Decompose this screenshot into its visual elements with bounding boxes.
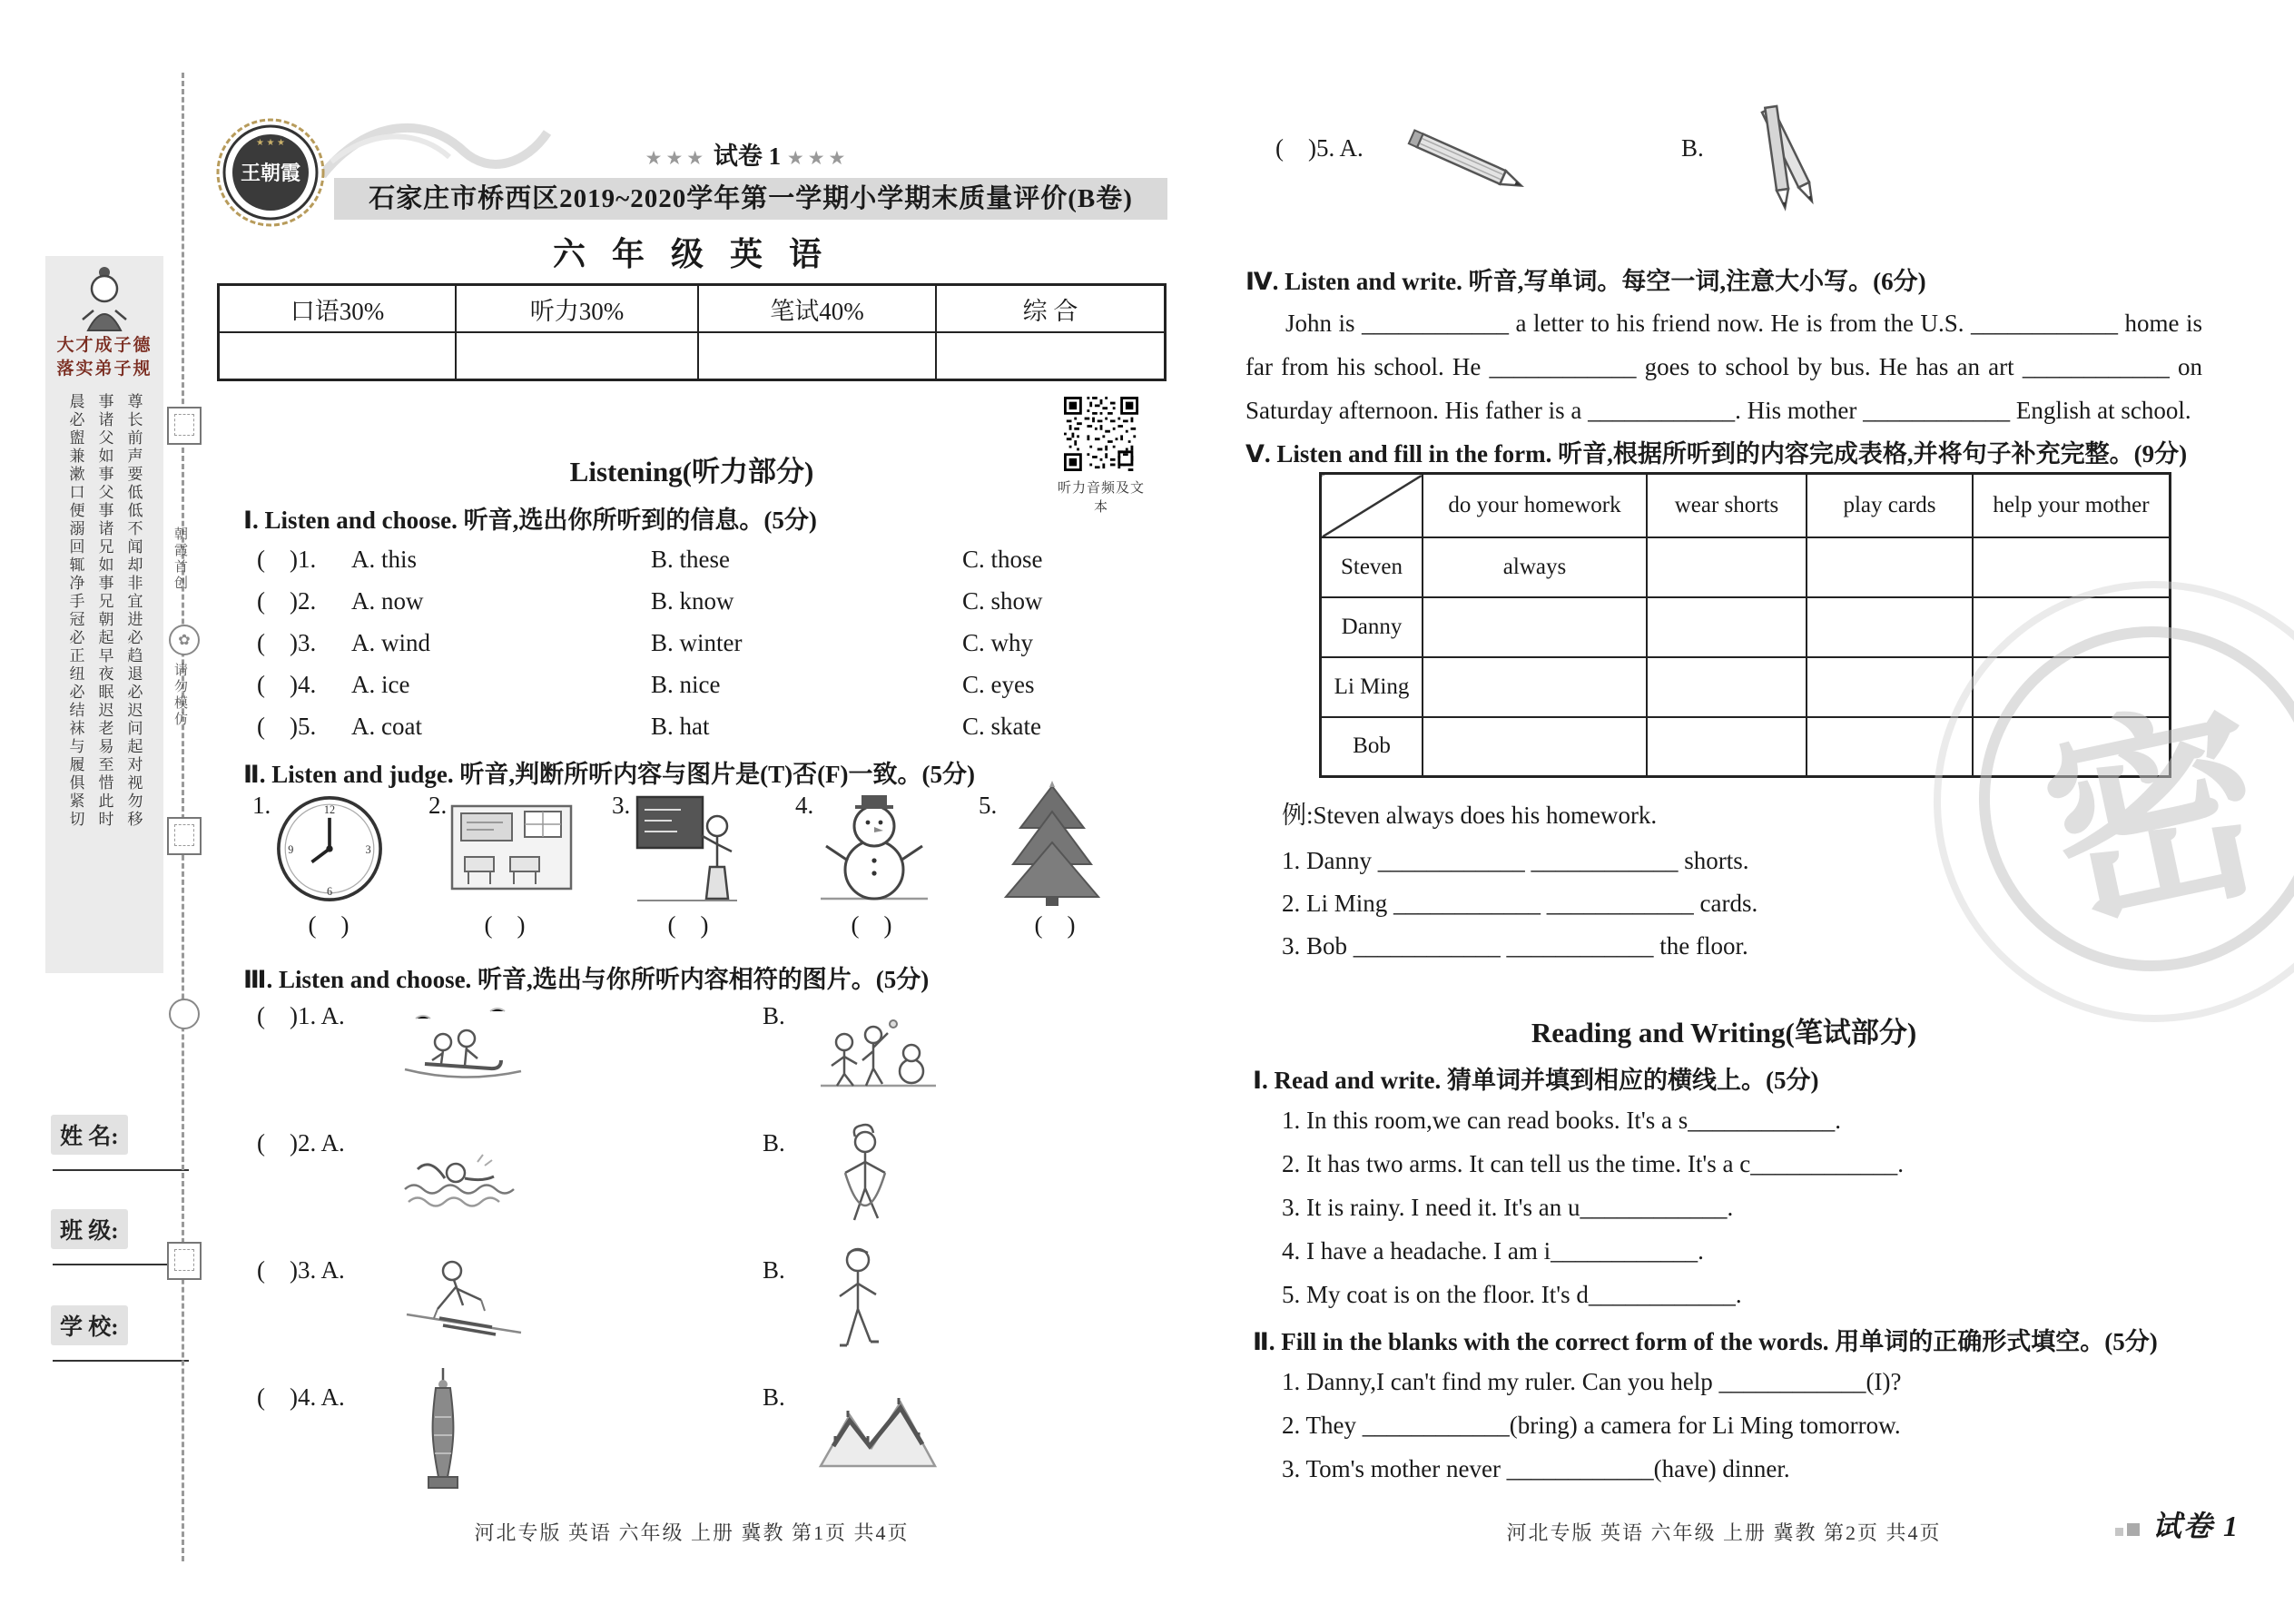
teacher-at-blackboard-image [634,792,741,906]
stars-left: ★★★ [645,147,708,169]
answer-blank: ( ) [308,911,350,939]
tv-tower-image [413,1366,473,1501]
score-header-oral: 口语30% [219,285,457,333]
score-header-total: 综 合 [936,285,1166,333]
option-c: C. eyes [962,671,1035,698]
spine-stamp-icon [167,1242,202,1280]
form-cell [1423,597,1647,657]
section5-title: Ⅴ. Listen and fill in the form. 听音,根据所听到的内容完成表格,并将句子补充完整。(9分) [1245,440,2188,468]
picture-number: 2. [428,792,448,819]
answer-blank: ( ) [667,911,709,939]
name-field-line [53,1169,189,1171]
rw-item: 4. I have a headache. I am i____________. [1282,1237,1704,1265]
score-table [217,283,1167,381]
section4-title: Ⅳ. Listen and write. 听音,写单词。每空一词,注意大小写。(6分) [1245,268,1926,295]
sidebar-verses [64,393,145,901]
rw-section1-title: Ⅰ. Read and write. 猜单词并填到相应的横线上。(5分) [1253,1067,1819,1094]
form-cell [1807,597,1973,657]
corner-square-icon [2127,1523,2140,1536]
form-header: do your homework [1423,474,1647,537]
confidential-stamp: 密 [1947,595,2294,1004]
form-cell [1423,717,1647,777]
clock-image [274,793,385,904]
rw-section2-title: Ⅱ. Fill in the blanks with the correct form of the words. 用单词的正确形式填空。(5分) [1253,1328,2158,1355]
svg-text:12: 12 [323,802,336,816]
score-table-empty-row [219,332,1166,380]
question-number: ( )4. A. [257,1383,345,1411]
section1-title: Ⅰ. Listen and choose. 听音,选出你所听到的信息。(5分) [243,507,817,534]
flower-icon: ✿ [169,625,200,655]
option-a: A. wind [351,629,430,656]
form-header: help your mother [1973,474,2171,537]
class-field-label: 班 级: [51,1209,128,1249]
option-a: A. ice [351,671,410,698]
page-corner-label [2115,1503,2240,1545]
svg-text:9: 9 [288,842,294,856]
paper-number: 试卷 1 [713,143,782,170]
spine-stamp-icon [167,407,202,445]
listen-write-passage: John is ____________ a letter to his friend now. He is from the U.S. ____________ home is far from his school. He ____________ goes to school by bus. He has an art ____________ on Saturday afternoon. His father is a ____________. His mother ____________ English at school. [1245,310,2202,424]
classroom-image [450,804,573,891]
rw-item: 2. They ____________(bring) a camera for Li Ming tomorrow. [1282,1412,1901,1439]
form-cell [1647,717,1807,777]
spine-label-original: 朝霞首创 [172,527,187,592]
stars-right: ★★★ [786,147,850,169]
option-b: B. winter [651,629,743,656]
form-cell [1423,657,1647,717]
page1-footer: 河北专版 英语 六年级 上册 冀教 第1页 共4页 [474,1521,910,1544]
score-header-listening: 听力30% [456,285,698,333]
question-number: ( )5. [257,713,317,740]
option-b-label: B. [763,1383,785,1411]
form-row-label: Li Ming [1321,657,1423,717]
option-b: B. know [651,587,734,615]
svg-text:★ ★ ★: ★ ★ ★ [256,138,285,148]
children-playing-in-snow-image [817,991,940,1098]
reading-writing-title: Reading and Writing(笔试部分) [1531,1017,1917,1048]
option-b: B. hat [651,713,710,740]
boy-walking-image [822,1242,892,1362]
rw-item: 5. My coat is on the floor. It's d____________. [1282,1281,1742,1308]
form-cell: always [1423,537,1647,597]
option-b-label: B. [763,1256,785,1284]
seal-icon [169,999,200,1029]
two-pencils-image [1725,102,1852,224]
option-c: C. show [962,587,1043,615]
form-row-label: Bob [1321,717,1423,777]
question-number: ( )1. A. [257,1002,345,1029]
picture-number: 4. [795,792,814,819]
option-a: A. now [351,587,424,615]
choice-row [257,671,1174,699]
question-number: ( )4. [257,671,317,698]
spine-label-no-copy: 请勿模仿 [172,663,187,728]
verse-column-3: 尊长前声要低低不闻却非宜进必趋退必迟问起对视勿移 [124,393,143,830]
choice-row [257,546,1174,574]
choice-row [257,587,1174,615]
corner-paper-number: 试卷 1 [2152,1510,2240,1542]
option-a: A. coat [351,713,422,740]
option-b-label: B. [1681,134,1704,162]
rw-item: 3. It is rainy. I need it. It's an u____________. [1282,1194,1734,1221]
school-field-line [53,1360,189,1362]
option-b-label: B. [763,1129,785,1156]
sidebar-motto-line2: 落实弟子规 [56,359,153,379]
option-c: C. skate [962,713,1041,740]
girl-skipping-rope-image [822,1118,909,1238]
option-b-label: B. [763,1002,785,1029]
option-b: B. nice [651,671,721,698]
spine-stamp-icon [167,817,202,855]
verse-column-1: 晨必盥兼漱口便溺回辄净手冠必正纽必结袜与履俱紧切 [66,393,84,830]
child-skiing-image [399,1247,527,1340]
answer-blank: ( ) [484,911,526,939]
form-corner-cell [1321,474,1423,537]
form-cell [1647,657,1807,717]
logo-text: 王朝霞 [240,162,301,184]
form-row [1321,537,2171,597]
answer-blank: ( ) [851,911,892,939]
children-sledding-image [399,991,527,1093]
option-c: C. why [962,629,1034,656]
section3-title: Ⅲ. Listen and choose. 听音,选出与你所听内容相符的图片。(5分) [243,966,930,993]
form-row-label: Steven [1321,537,1423,597]
rw-item: 1. In this room,we can read books. It's a s____________. [1282,1107,1842,1134]
picture-number: 3. [612,792,631,819]
section2-title: Ⅱ. Listen and judge. 听音,判断所听内容与图片是(T)否(F)一致。(5分) [243,761,976,788]
snowman-image [817,788,931,906]
score-cell [698,332,936,380]
rw-item: 3. Tom's mother never ____________(have) dinner. [1282,1455,1790,1482]
choice-row [257,629,1174,657]
question-number: ( )2. A. [257,1129,345,1156]
christmas-tree-image [1000,781,1104,908]
score-cell [456,332,698,380]
picture-number: 1. [252,792,271,819]
form-sentence: 2. Li Ming ____________ ____________ cards. [1282,890,1758,917]
svg-text:6: 6 [326,885,333,899]
score-table-header-row [219,285,1166,333]
answer-blank: ( ) [1034,911,1076,939]
picture-number: 5. [979,792,998,819]
form-cell [1647,537,1807,597]
sidebar-motto-line1: 大才成子德 [56,336,153,355]
form-cell [1807,657,1973,717]
form-example: 例:Steven always does his homework. [1282,802,1658,829]
sidebar-panel [45,256,163,973]
question-number: ( )3. [257,629,317,656]
form-cell [1807,537,1973,597]
form-header: play cards [1807,474,1973,537]
option-b: B. these [651,546,730,573]
choice-row [257,713,1174,741]
great-wall-image [817,1375,940,1480]
svg-text:3: 3 [365,842,371,856]
question-number: ( )3. A. [257,1256,345,1284]
form-row-label: Danny [1321,597,1423,657]
subject-title: 六 年 级 英 语 [552,236,831,272]
question-number: ( )2. [257,587,317,615]
question-number: ( )1. [257,546,317,573]
listening-section-title: Listening(听力部分) [569,456,814,487]
corner-square-icon [2115,1528,2123,1536]
question-number: ( )5. A. [1275,134,1364,162]
score-cell [219,332,457,380]
form-cell [1647,597,1807,657]
form-header-row [1321,474,2171,537]
name-field-label: 姓 名: [51,1115,128,1155]
rw-item: 1. Danny,I can't find my ruler. Can you help ____________(I)? [1282,1368,1902,1395]
page2-footer: 河北专版 英语 六年级 上册 冀教 第2页 共4页 [1506,1521,1942,1544]
score-cell [936,332,1166,380]
boy-swimming-image [399,1126,527,1213]
rw-item: 2. It has two arms. It can tell us the time. It's a c____________. [1282,1150,1904,1177]
mascot-figure-icon [75,263,133,334]
score-header-written: 笔试40% [698,285,936,333]
pencil-image [1398,116,1552,216]
verse-column-2: 事诸父如事父事诸兄如事兄朝起早夜眠迟老易至惜此时 [95,393,113,830]
brand-logo [214,116,327,229]
form-header: wear shorts [1647,474,1807,537]
paper-number-title [566,136,929,172]
option-a: A. this [351,546,418,573]
form-sentence: 3. Bob ____________ ____________ the floor. [1282,932,1748,960]
option-c: C. those [962,546,1043,573]
qr-caption: 听力音频及文本 [1057,481,1145,515]
exam-header-title: 石家庄市桥西区2019~2020学年第一学期小学期末质量评价(B卷) [334,178,1167,220]
form-sentence: 1. Danny ____________ ____________ shorts. [1282,847,1749,874]
school-field-label: 学 校: [51,1305,128,1345]
